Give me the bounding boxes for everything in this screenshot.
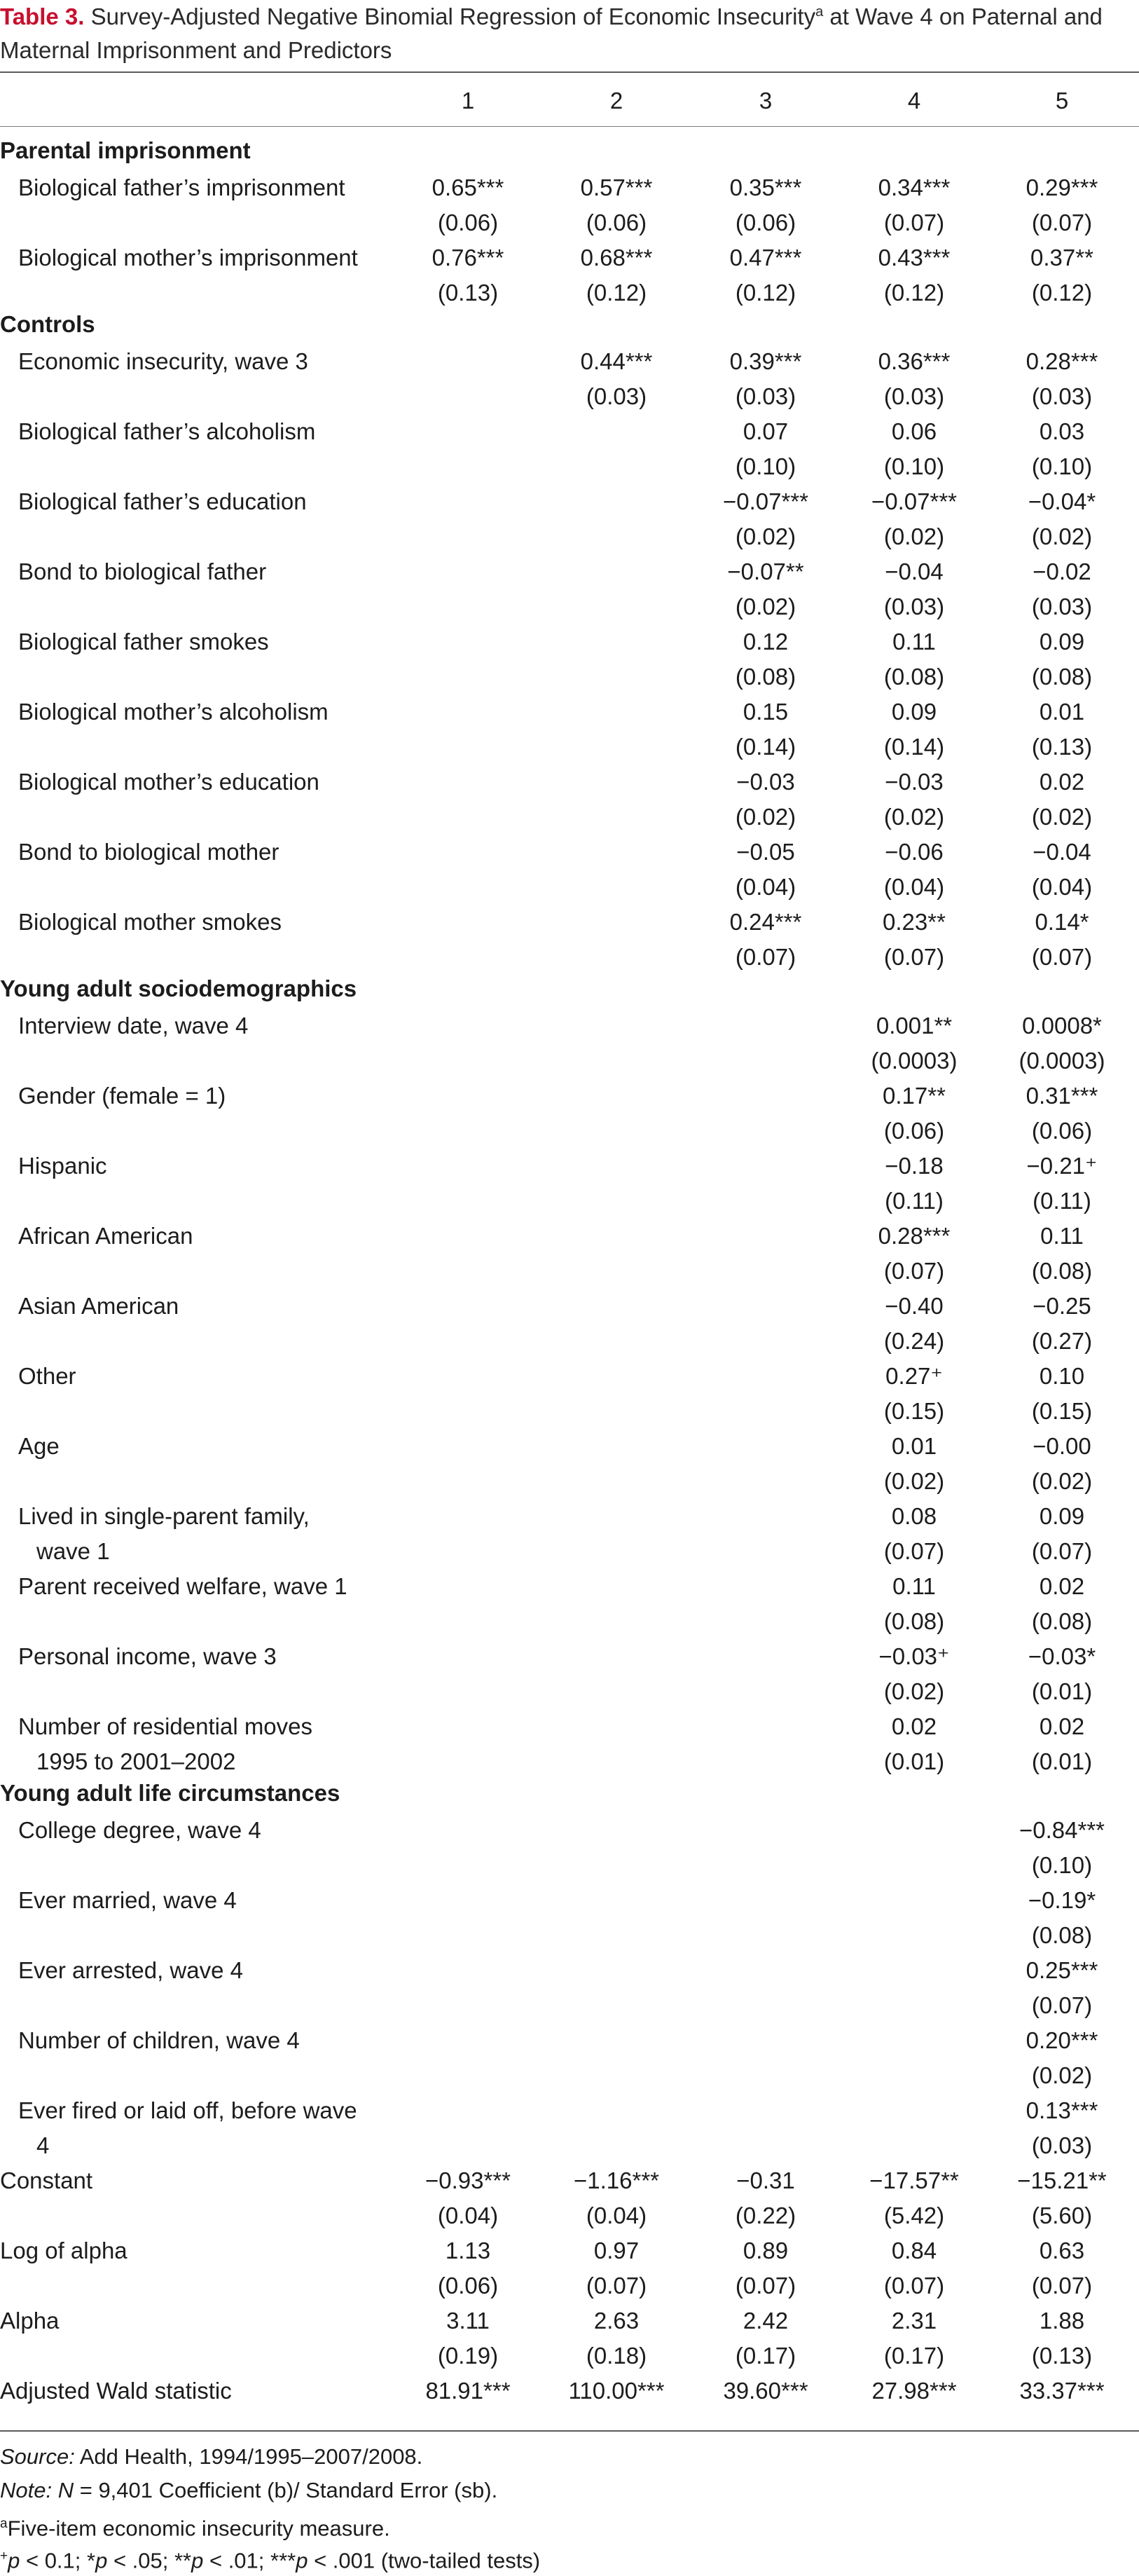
row-label: College degree, wave 4 xyxy=(18,1817,261,1843)
coefficient-cell: 0.68*** xyxy=(580,245,653,270)
coefficient-cell: −15.21** xyxy=(1017,2167,1107,2193)
standard-error-cell: (0.27) xyxy=(1031,1328,1093,1354)
standard-error-cell: (0.03) xyxy=(1031,594,1093,619)
footnote-a-text: Five-item economic insecurity measure. xyxy=(7,2516,390,2541)
coefficient-cell: 0.25*** xyxy=(1026,1957,1098,1983)
standard-error-cell: (0.06) xyxy=(883,1118,945,1144)
coefficient-cell: 0.65*** xyxy=(432,174,504,200)
row-label: Lived in single-parent family, xyxy=(18,1503,310,1529)
coefficient-cell: 81.91*** xyxy=(425,2378,511,2404)
standard-error-cell: (0.03) xyxy=(883,594,945,619)
standard-error-cell: (0.12) xyxy=(883,280,945,306)
section-heading: Parental imprisonment xyxy=(0,137,251,163)
standard-error-cell: (0.0003) xyxy=(1019,1048,1105,1074)
standard-error-cell: (0.06) xyxy=(437,210,499,235)
column-header-3: 3 xyxy=(759,88,773,114)
standard-error-cell: (0.04) xyxy=(437,2202,499,2228)
coefficient-cell: −0.05 xyxy=(736,839,795,865)
row-label: Bond to biological mother xyxy=(18,839,279,865)
coefficient-cell: −0.04* xyxy=(1028,488,1096,514)
standard-error-cell: (0.02) xyxy=(883,523,945,549)
coefficient-cell: 0.11 xyxy=(892,1573,936,1599)
coefficient-cell: 0.02 xyxy=(1039,1713,1085,1739)
standard-error-cell: (0.10) xyxy=(1031,453,1093,479)
significance-note xyxy=(0,2541,1135,2576)
row-label: Number of children, wave 4 xyxy=(18,2027,300,2053)
coefficient-cell: 0.07 xyxy=(743,418,789,444)
column-header-1: 1 xyxy=(461,88,475,114)
standard-error-cell: (0.12) xyxy=(586,280,647,306)
coefficient-cell: 1.13 xyxy=(445,2238,491,2263)
coefficient-cell: −0.03* xyxy=(1028,1643,1096,1669)
standard-error-cell: (0.06) xyxy=(586,210,647,235)
standard-error-cell: (0.14) xyxy=(735,734,796,760)
footnote-a-mark: a xyxy=(0,2516,8,2531)
standard-error-cell: (0.02) xyxy=(1031,523,1093,549)
standard-error-cell: (0.07) xyxy=(883,1538,945,1564)
coefficient-cell: 0.29*** xyxy=(1026,174,1098,200)
coefficient-cell: −0.19* xyxy=(1028,1887,1096,1913)
standard-error-cell: (0.07) xyxy=(586,2273,647,2298)
standard-error-cell: (0.07) xyxy=(735,2273,796,2298)
row-label: Ever fired or laid off, before wave xyxy=(18,2097,357,2123)
standard-error-cell: (0.12) xyxy=(1031,280,1093,306)
coefficient-cell: 0.89 xyxy=(743,2238,789,2263)
standard-error-cell: (5.42) xyxy=(883,2202,945,2228)
coefficient-cell: 0.08 xyxy=(891,1503,937,1529)
source-label: Source: xyxy=(0,2444,75,2469)
coefficient-cell: 0.15 xyxy=(743,699,789,725)
standard-error-cell: (0.12) xyxy=(735,280,796,306)
row-label-continued: 4 xyxy=(36,2132,50,2158)
standard-error-cell: (0.07) xyxy=(1031,944,1093,970)
row-label: Biological mother’s education xyxy=(18,769,319,795)
row-label: Biological father smokes xyxy=(18,629,269,655)
row-label: Log of alpha xyxy=(0,2238,127,2263)
coefficient-cell: −0.03 xyxy=(885,769,944,795)
coefficient-cell: 0.44*** xyxy=(580,348,653,374)
standard-error-cell: (0.02) xyxy=(1031,804,1093,830)
standard-error-cell: (0.17) xyxy=(883,2343,945,2369)
standard-error-cell: (0.08) xyxy=(735,664,796,690)
coefficient-cell: −17.57** xyxy=(869,2167,959,2193)
coefficient-cell: 0.01 xyxy=(1039,699,1085,725)
sig-t2: < 0.1; * xyxy=(20,2548,96,2573)
standard-error-cell: (0.03) xyxy=(1031,383,1093,409)
standard-error-cell: (0.10) xyxy=(883,453,945,479)
coefficient-cell: 0.001** xyxy=(876,1013,953,1039)
coefficient-cell: 0.09 xyxy=(1039,1503,1085,1529)
bottom-rule xyxy=(0,2430,1139,2432)
coefficient-cell: 2.42 xyxy=(743,2308,789,2334)
coefficient-cell: 110.00*** xyxy=(568,2378,665,2404)
row-label: Biological mother smokes xyxy=(18,909,282,935)
note-n: N xyxy=(52,2478,74,2502)
coefficient-cell: 0.35*** xyxy=(729,174,802,200)
coefficient-cell: 0.36*** xyxy=(878,348,951,374)
coefficient-cell: 0.28*** xyxy=(878,1223,951,1249)
standard-error-cell: (0.02) xyxy=(1031,2062,1093,2088)
coefficient-cell: 0.84 xyxy=(891,2238,937,2263)
coefficient-cell: 33.37*** xyxy=(1019,2378,1105,2404)
standard-error-cell: (0.07) xyxy=(1031,1538,1093,1564)
standard-error-cell: (0.08) xyxy=(1031,664,1093,690)
standard-error-cell: (0.01) xyxy=(1031,1748,1093,1774)
standard-error-cell: (0.02) xyxy=(883,1468,945,1494)
standard-error-cell: (0.06) xyxy=(735,210,796,235)
note-text: = 9,401 Coefficient (b)/ Standard Error (sb). xyxy=(74,2478,498,2502)
coefficient-cell: 0.02 xyxy=(1039,1573,1085,1599)
coefficient-cell: 0.43*** xyxy=(878,245,951,270)
table-caption xyxy=(0,0,1135,67)
standard-error-cell: (0.17) xyxy=(735,2343,796,2369)
table-title-part1: Survey-Adjusted Negative Binomial Regression of Economic Insecurity xyxy=(84,4,816,29)
sig-plus: + xyxy=(0,2549,8,2563)
standard-error-cell: (0.06) xyxy=(1031,1118,1093,1144)
standard-error-cell: (0.04) xyxy=(883,874,945,900)
standard-error-cell: (0.13) xyxy=(1031,2343,1093,2369)
standard-error-cell: (0.14) xyxy=(883,734,945,760)
standard-error-cell: (0.13) xyxy=(1031,734,1093,760)
standard-error-cell: (0.02) xyxy=(735,594,796,619)
row-label: Gender (female = 1) xyxy=(18,1083,226,1109)
source-note xyxy=(0,2441,1135,2472)
coefficient-cell: 0.02 xyxy=(891,1713,937,1739)
coefficient-cell: 0.06 xyxy=(891,418,937,444)
sig-t8: < .001 (two-tailed tests) xyxy=(308,2548,541,2573)
standard-error-cell: (0.04) xyxy=(586,2202,647,2228)
column-header-4: 4 xyxy=(907,88,921,114)
table-title-sup: a xyxy=(815,4,824,20)
coefficient-cell: 0.09 xyxy=(1039,629,1085,655)
coefficient-cell: 0.11 xyxy=(892,629,936,655)
coefficient-cell: −1.16*** xyxy=(573,2167,660,2193)
standard-error-cell: (0.04) xyxy=(1031,874,1093,900)
coefficient-cell: 0.31*** xyxy=(1026,1083,1098,1109)
standard-error-cell: (0.06) xyxy=(437,2273,499,2298)
coefficient-cell: 0.28*** xyxy=(1026,348,1098,374)
standard-error-cell: (0.11) xyxy=(885,1188,944,1214)
coefficient-cell: −0.07*** xyxy=(871,488,958,514)
coefficient-cell: 0.09 xyxy=(891,699,937,725)
coefficient-cell: 0.57*** xyxy=(580,174,653,200)
standard-error-cell: (0.18) xyxy=(586,2343,647,2369)
standard-error-cell: (0.15) xyxy=(1031,1398,1093,1424)
row-label: Interview date, wave 4 xyxy=(18,1013,249,1039)
coefficient-cell: 0.24*** xyxy=(729,909,802,935)
table-number: Table 3. xyxy=(0,4,85,29)
header-rule xyxy=(0,126,1139,127)
row-label: Hispanic xyxy=(18,1153,107,1179)
standard-error-cell: (0.07) xyxy=(883,1258,945,1284)
coefficient-cell: 0.20*** xyxy=(1026,2027,1098,2053)
row-label: Alpha xyxy=(0,2308,60,2334)
row-label: Parent received welfare, wave 1 xyxy=(18,1573,347,1599)
row-label: Biological mother’s alcoholism xyxy=(18,699,329,725)
row-label: Personal income, wave 3 xyxy=(18,1643,277,1669)
coefficient-cell: 27.98*** xyxy=(871,2378,957,2404)
row-label: African American xyxy=(18,1223,193,1249)
coefficient-cell: −0.31 xyxy=(736,2167,795,2193)
coefficient-cell: 0.63 xyxy=(1039,2238,1085,2263)
standard-error-cell: (0.01) xyxy=(883,1748,945,1774)
section-heading: Controls xyxy=(0,311,95,337)
row-label: Adjusted Wald statistic xyxy=(0,2378,232,2404)
standard-error-cell: (0.01) xyxy=(1031,1678,1093,1704)
standard-error-cell: (0.08) xyxy=(883,664,945,690)
standard-error-cell: (0.08) xyxy=(1031,1922,1093,1948)
coefficient-cell: −0.00 xyxy=(1033,1433,1091,1459)
coefficient-cell: 0.0008* xyxy=(1022,1013,1102,1039)
coefficient-cell: −0.25 xyxy=(1033,1293,1091,1319)
column-header-5: 5 xyxy=(1055,88,1069,114)
row-label: Age xyxy=(18,1433,60,1459)
standard-error-cell: (0.10) xyxy=(1031,1852,1093,1878)
standard-error-cell: (0.07) xyxy=(883,210,945,235)
row-label: Biological father’s imprisonment xyxy=(18,174,345,200)
column-header-2: 2 xyxy=(609,88,623,114)
coefficient-cell: 0.02 xyxy=(1039,769,1085,795)
standard-error-cell: (0.02) xyxy=(883,1678,945,1704)
standard-error-cell: (0.07) xyxy=(1031,210,1093,235)
row-label: Biological father’s alcoholism xyxy=(18,418,316,444)
standard-error-cell: (0.07) xyxy=(883,2273,945,2298)
standard-error-cell: (0.07) xyxy=(1031,2273,1093,2298)
coefficient-cell: 0.23** xyxy=(883,909,946,935)
coefficient-cell: 0.13*** xyxy=(1026,2097,1098,2123)
standard-error-cell: (0.07) xyxy=(883,944,945,970)
coefficient-cell: 1.88 xyxy=(1039,2308,1085,2334)
standard-error-cell: (0.08) xyxy=(1031,1258,1093,1284)
coefficient-cell: −0.03⁺ xyxy=(878,1643,950,1669)
sig-p2: p xyxy=(95,2548,108,2573)
coefficient-cell: 0.14* xyxy=(1035,909,1089,935)
standard-error-cell: (0.08) xyxy=(1031,1608,1093,1634)
standard-error-cell: (0.11) xyxy=(1033,1188,1091,1214)
standard-error-cell: (0.02) xyxy=(735,804,796,830)
source-text: Add Health, 1994/1995–2007/2008. xyxy=(74,2444,423,2469)
n-note xyxy=(0,2475,1135,2506)
standard-error-cell: (0.02) xyxy=(883,804,945,830)
row-label: Biological mother’s imprisonment xyxy=(18,245,358,270)
coefficient-cell: 39.60*** xyxy=(723,2378,808,2404)
coefficient-cell: 0.39*** xyxy=(729,348,802,374)
standard-error-cell: (0.07) xyxy=(1031,1992,1093,2018)
footnote-a xyxy=(0,2509,1135,2544)
coefficient-cell: −0.18 xyxy=(885,1153,944,1179)
standard-error-cell: (0.02) xyxy=(1031,1468,1093,1494)
standard-error-cell: (0.22) xyxy=(735,2202,796,2228)
coefficient-cell: 0.27⁺ xyxy=(885,1363,943,1389)
sig-p1: p xyxy=(8,2548,20,2573)
standard-error-cell: (0.08) xyxy=(883,1608,945,1634)
coefficient-cell: −0.84*** xyxy=(1019,1817,1105,1843)
table-title-part2: at Wave 4 on Paternal and Maternal Imprisonment and Predictors xyxy=(0,4,1103,63)
standard-error-cell: (0.10) xyxy=(735,453,796,479)
row-label: Bond to biological father xyxy=(18,559,267,584)
sig-p4: p xyxy=(296,2548,308,2573)
row-label: Other xyxy=(18,1363,76,1389)
coefficient-cell: 0.01 xyxy=(891,1433,937,1459)
coefficient-cell: 0.03 xyxy=(1039,418,1085,444)
coefficient-cell: −0.04 xyxy=(1033,839,1091,865)
row-label: Asian American xyxy=(18,1293,179,1319)
note-label: Note: xyxy=(0,2478,53,2502)
coefficient-cell: −0.93*** xyxy=(424,2167,511,2193)
coefficient-cell: 0.11 xyxy=(1040,1223,1084,1249)
coefficient-cell: 0.17** xyxy=(883,1083,946,1109)
coefficient-cell: 3.11 xyxy=(446,2308,490,2334)
row-label: Number of residential moves xyxy=(18,1713,313,1739)
standard-error-cell: (0.07) xyxy=(735,944,796,970)
coefficient-cell: 2.31 xyxy=(891,2308,937,2334)
coefficient-cell: 0.47*** xyxy=(729,245,802,270)
standard-error-cell: (0.03) xyxy=(586,383,647,409)
standard-error-cell: (0.03) xyxy=(883,383,945,409)
standard-error-cell: (0.0003) xyxy=(871,1048,958,1074)
row-label-continued: wave 1 xyxy=(36,1538,110,1564)
standard-error-cell: (0.19) xyxy=(437,2343,499,2369)
row-label-continued: 1995 to 2001–2002 xyxy=(36,1748,236,1774)
standard-error-cell: (0.03) xyxy=(1031,2132,1093,2158)
section-heading: Young adult sociodemographics xyxy=(0,975,357,1001)
row-label: Biological father’s education xyxy=(18,488,307,514)
coefficient-cell: −0.06 xyxy=(885,839,944,865)
coefficient-cell: −0.21⁺ xyxy=(1026,1153,1098,1179)
sig-t6: < .01; *** xyxy=(203,2548,296,2573)
coefficient-cell: −0.04 xyxy=(885,559,944,584)
coefficient-cell: −0.07** xyxy=(727,559,804,584)
row-label: Economic insecurity, wave 3 xyxy=(18,348,308,374)
coefficient-cell: −0.03 xyxy=(736,769,795,795)
standard-error-cell: (0.24) xyxy=(883,1328,945,1354)
coefficient-cell: 2.63 xyxy=(593,2308,640,2334)
standard-error-cell: (0.13) xyxy=(437,280,499,306)
coefficient-cell: 0.76*** xyxy=(432,245,504,270)
standard-error-cell: (0.03) xyxy=(735,383,796,409)
coefficient-cell: −0.40 xyxy=(885,1293,944,1319)
top-rule xyxy=(0,71,1139,73)
coefficient-cell: 0.37** xyxy=(1030,245,1093,270)
standard-error-cell: (0.15) xyxy=(883,1398,945,1424)
coefficient-cell: 0.97 xyxy=(593,2238,640,2263)
standard-error-cell: (0.04) xyxy=(735,874,796,900)
coefficient-cell: −0.02 xyxy=(1033,559,1091,584)
sig-p3: p xyxy=(191,2548,204,2573)
coefficient-cell: −0.07*** xyxy=(722,488,809,514)
row-label: Ever married, wave 4 xyxy=(18,1887,237,1913)
sig-t4: < .05; ** xyxy=(107,2548,192,2573)
standard-error-cell: (5.60) xyxy=(1031,2202,1093,2228)
coefficient-cell: 0.10 xyxy=(1039,1363,1085,1389)
coefficient-cell: 0.34*** xyxy=(878,174,951,200)
standard-error-cell: (0.02) xyxy=(735,523,796,549)
coefficient-cell: 0.12 xyxy=(743,629,789,655)
row-label: Constant xyxy=(0,2167,93,2193)
section-heading: Young adult life circumstances xyxy=(0,1780,340,1806)
row-label: Ever arrested, wave 4 xyxy=(18,1957,243,1983)
